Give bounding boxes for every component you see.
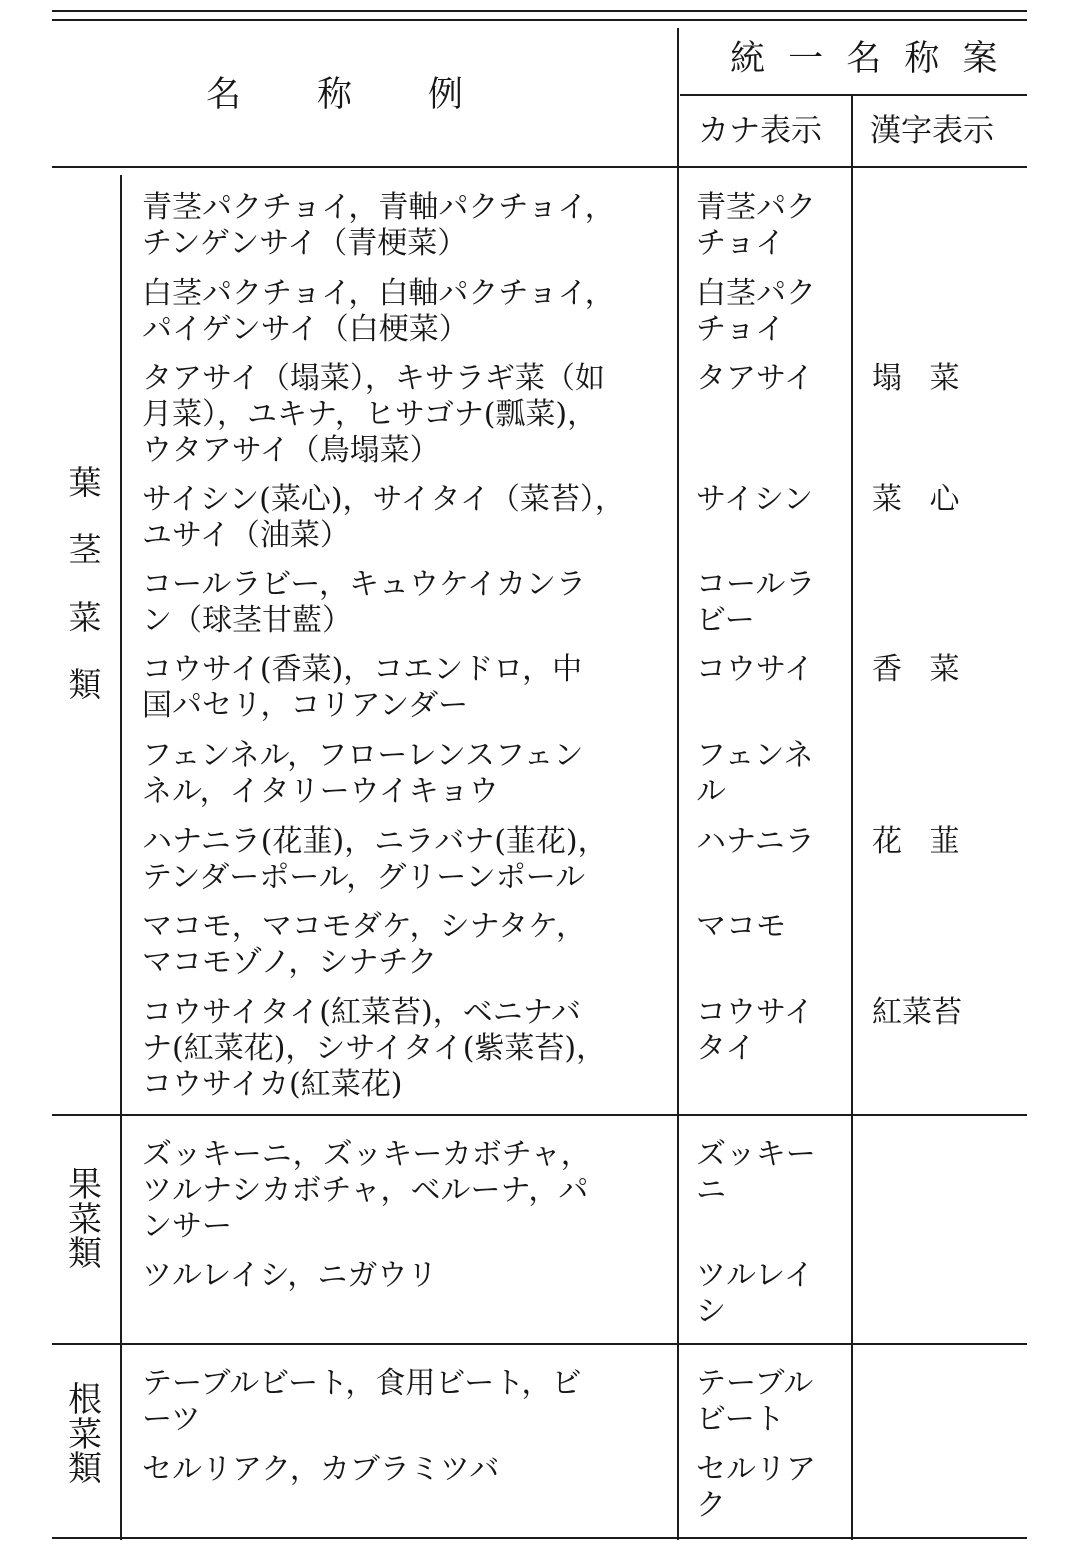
row-kana: マコモ [696, 909, 786, 944]
row-kanji: 菜 心 [872, 482, 969, 517]
table-bottom-rule [52, 1537, 1027, 1539]
top-rule-inner [52, 19, 1027, 21]
row-names: コウサイ(香菜)，コエンドロ，中 国パセリ，コリアンダー [142, 652, 583, 723]
column-rule-names [677, 28, 679, 1540]
row-kana: サイシン [696, 482, 814, 517]
row-kana: 白茎パク チョイ [696, 276, 816, 347]
header-kanji-column: 漢字表示 [870, 113, 994, 149]
column-rule-category [120, 175, 122, 1540]
header-kana-column: カナ表示 [698, 113, 822, 149]
row-kanji: 花 韮 [872, 824, 969, 859]
row-kana: タアサイ [696, 361, 814, 396]
row-names: 青茎パクチョイ，青軸パクチョイ， チンゲンサイ（青梗菜） [142, 190, 615, 261]
row-kanji: 香 菜 [872, 652, 969, 687]
row-names: サイシン(菜心)，サイタイ（菜苔）， ユサイ（油菜） [142, 482, 625, 553]
row-names: テーブルビート，食用ビート，ビ ーツ [142, 1366, 582, 1437]
row-kana: テーブル ビート [696, 1366, 814, 1437]
header-names-column: 名 称 例 [206, 75, 466, 115]
row-kana: コウサイ [696, 652, 814, 687]
category-fruit-vegetables: 果 菜 類 [68, 1165, 102, 1275]
row-kana: コウサイ タイ [696, 995, 814, 1066]
row-kanji: 紅菜苔 [872, 995, 962, 1030]
section-divider-fruit [52, 1114, 1027, 1116]
row-names: タアサイ（塌菜），キサラギ菜（如 月菜），ユキナ，ヒサゴナ(瓢菜)， ウタアサイ（鳥塌菜） [142, 361, 605, 468]
row-names: フェンネル，フローレンスフェン ネル，イタリーウイキョウ [142, 738, 584, 809]
category-leaf-stem-vegetables: 葉 茎 菜 類 [68, 463, 102, 704]
top-rule-outer [52, 10, 1027, 12]
row-names: ツルレイシ，ニガウリ [142, 1258, 438, 1293]
row-names: コールラビー，キュウケイカンラ ン（球茎甘藍） [142, 567, 586, 638]
row-kana: 青茎パク チョイ [696, 190, 816, 261]
header-unified-column: 統 一 名 称 案 [730, 39, 1004, 79]
row-names: コウサイタイ(紅菜苔)，ベニナバ ナ(紅菜花)，シサイタイ(紫菜苔)， コウサイカ(紅菜花) [142, 995, 607, 1102]
row-names: ハナニラ(花韮)，ニラバナ(韮花)， テンダーポール，グリーンポール [142, 824, 608, 895]
row-kana: コールラ ビー [696, 567, 816, 638]
row-kana: フェンネ ル [696, 738, 814, 809]
row-kana: セルリア ク [696, 1452, 816, 1523]
column-rule-kana [851, 96, 853, 1540]
category-root-vegetables: 根 菜 類 [68, 1380, 102, 1490]
row-kanji: 塌 菜 [872, 361, 969, 396]
row-names: セルリアク，カブラミツバ [142, 1452, 500, 1487]
header-bottom-rule [52, 166, 1027, 168]
row-kana: ツルレイ シ [696, 1258, 814, 1329]
row-kana: ハナニラ [696, 824, 815, 859]
section-divider-root [52, 1343, 1027, 1345]
row-names: マコモ，マコモダケ，シナタケ， マコモゾノ，シナチク [142, 909, 586, 980]
row-names: 白茎パクチョイ，白軸パクチョイ， パイゲンサイ（白梗菜） [142, 276, 615, 347]
row-kana: ズッキー ニ [696, 1137, 816, 1208]
header-subdivider [680, 94, 1027, 96]
row-names: ズッキーニ，ズッキーカボチャ， ツルナシカボチャ，ベルーナ，パ ンサー [142, 1137, 591, 1244]
